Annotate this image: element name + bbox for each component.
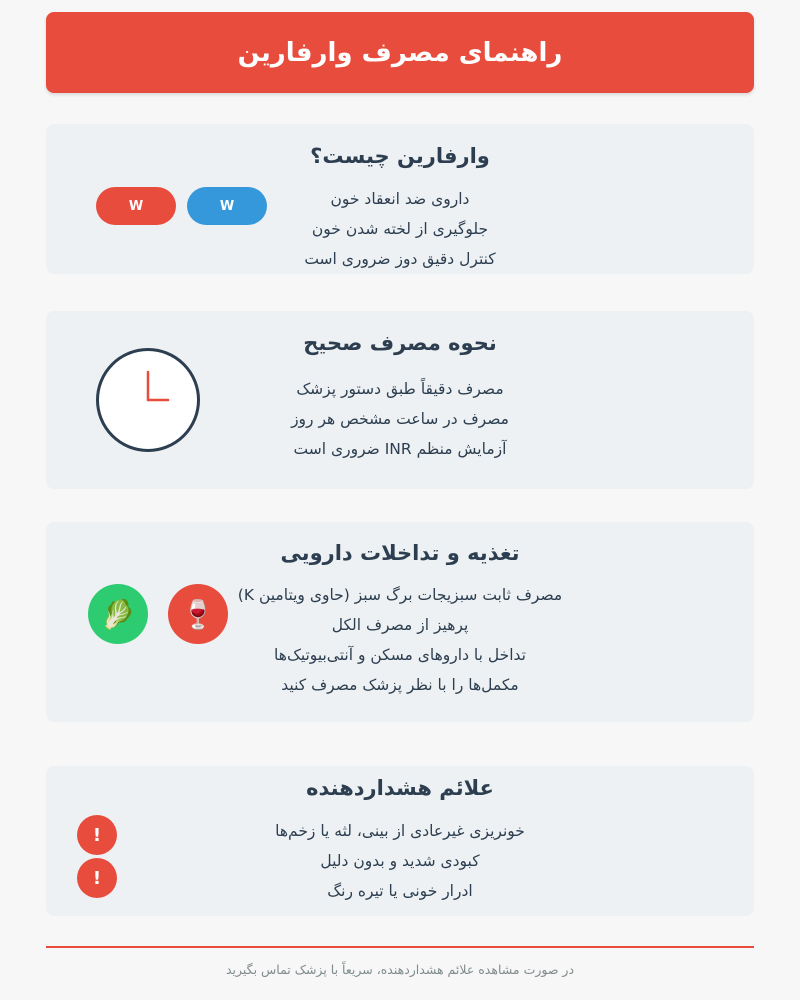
alert-glyph: !	[92, 824, 102, 846]
list-item: آزمایش منظم INR ضروری است	[293, 440, 507, 458]
list-item: داروی ضد انعقاد خون	[330, 190, 470, 208]
wine-glass-icon	[168, 584, 228, 644]
footer-note: در صورت مشاهده علائم هشداردهنده، سریعاً با پزشک تماس بگیرید	[225, 962, 575, 977]
list-item: جلوگیری از لخته شدن خون	[311, 220, 489, 238]
list-item: ادرار خونی یا تیره رنگ	[327, 882, 473, 900]
warfarin-pill-red-icon	[96, 187, 176, 225]
alert-icon	[77, 815, 117, 855]
section-title: علائم هشداردهنده	[306, 776, 494, 800]
clock-hands	[99, 351, 197, 449]
pill-label: W	[219, 198, 235, 214]
pill-label: W	[128, 198, 144, 214]
alert-glyph: !	[92, 867, 102, 889]
section-title: تغذیه و تداخلات دارویی	[280, 541, 520, 565]
list-item: کبودی شدید و بدون دلیل	[320, 852, 480, 870]
list-item: مصرف در ساعت مشخص هر روز	[291, 410, 509, 428]
page-header	[46, 12, 754, 93]
section-title: نحوه مصرف صحیح	[303, 331, 497, 355]
warfarin-pill-blue-icon	[187, 187, 267, 225]
list-item: خونریزی غیرعادی از بینی، لثه یا زخم‌ها	[275, 822, 525, 840]
list-item: مکمل‌ها را با نظر پزشک مصرف کنید	[281, 676, 519, 694]
leafy-greens-glyph: 🥬	[100, 597, 136, 631]
clock-icon	[96, 348, 200, 452]
section-title: وارفارین چیست؟	[310, 144, 490, 168]
section-what-is-warfarin	[46, 124, 754, 274]
list-item: پرهیز از مصرف الکل	[331, 616, 469, 634]
wine-glass-glyph: 🍷	[180, 597, 216, 631]
section-correct-usage	[46, 311, 754, 489]
leafy-greens-icon	[88, 584, 148, 644]
section-nutrition-interactions	[46, 522, 754, 722]
list-item: تداخل با داروهای مسکن و آنتی‌بیوتیک‌ها	[274, 646, 526, 664]
section-lines	[46, 816, 754, 906]
list-item: کنترل دقیق دوز ضروری است	[304, 250, 496, 268]
list-item: مصرف ثابت سبزیجات برگ سبز (حاوی ویتامین K)	[237, 586, 563, 604]
page-title: راهنمای مصرف وارفارین	[237, 37, 563, 68]
section-lines	[46, 580, 754, 700]
list-item: مصرف دقیقاً طبق دستور پزشک	[296, 380, 504, 398]
section-warning-signs	[46, 766, 754, 916]
alert-icon	[77, 858, 117, 898]
footer-divider	[46, 946, 754, 948]
